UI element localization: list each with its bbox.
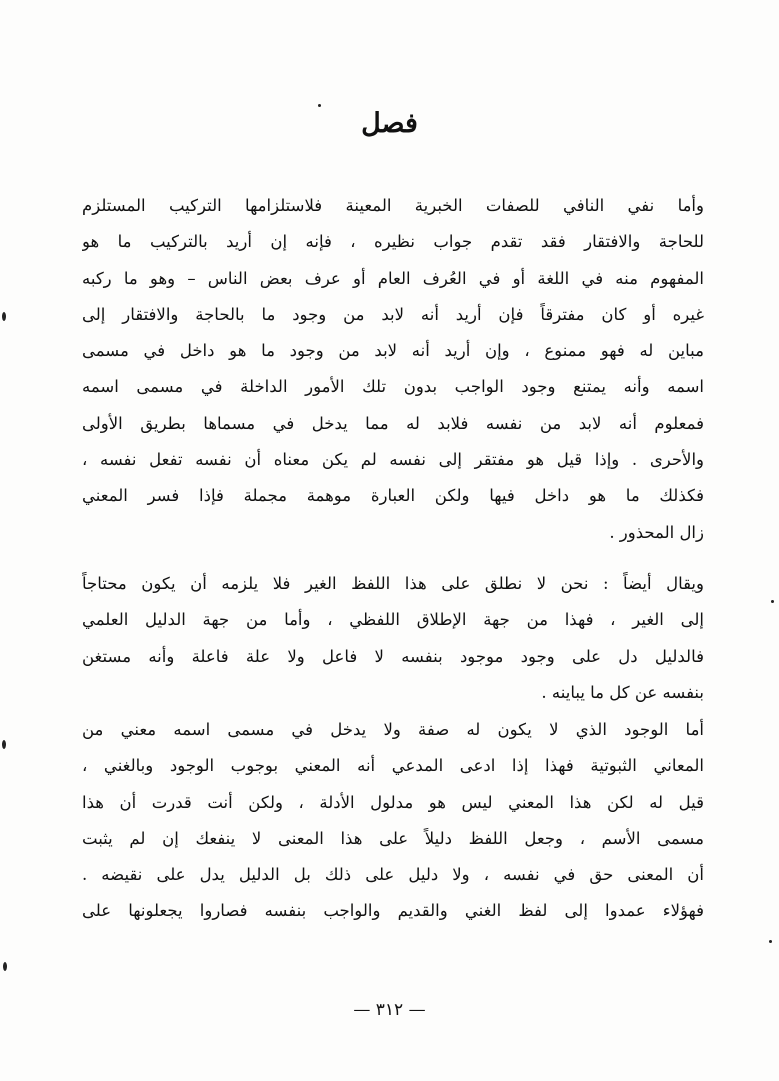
text-line: للحاجة والافتقار فقد تقدم جواب نظيره ، فإنه إن أريد بالتركيب ما هو (82, 232, 704, 252)
print-speck (2, 312, 6, 321)
page-number: — ٣١٢ — (353, 1000, 426, 1020)
paragraph-1 (82, 188, 704, 551)
text-line: فمعلوم أنه لابد من نفسه فلابد له مما يدخل في مسماها بطريق الأولى (82, 413, 704, 433)
print-speck (2, 740, 6, 749)
text-line: بنفسه عن كل ما يباينه . (541, 682, 704, 702)
text-line: فهؤلاء عمدوا إلى لفظ الغني والقديم والواجب بنفسه فصاروا يجعلونها على (82, 901, 704, 921)
section-title: فصل (361, 108, 418, 139)
text-line: مباين له فهو ممنوع ، وإن أريد أنه لابد من وجود ما هو داخل في مسمى (82, 341, 704, 361)
text-line: ويقال أيضاً : نحن لا نطلق على هذا اللفظ الغير فلا يلزمه أن يكون محتاجاً (82, 574, 704, 593)
text-line: زال المحذور . (609, 522, 704, 542)
paragraph-2 (82, 566, 704, 711)
print-speck (3, 962, 7, 971)
text-line: مسمى الأسم ، وجعل اللفظ دليلاً على هذا المعنى لا ينفعك إن لم يثبت (82, 828, 704, 848)
text-line: أما الوجود الذي لا يكون له صفة ولا يدخل في مسمى اسمه معني من (82, 720, 704, 739)
text-line: وأما نفي النافي للصفات الخبرية المعينة فلاستلزامها التركيب المستلزم (82, 196, 704, 215)
text-line: أن المعنى حق في نفسه ، ولا دليل على ذلك بل الدليل يدل على نقيضه . (82, 865, 704, 885)
text-line: المفهوم منه في اللغة أو في العُرف العام أو عرف بعض الناس – وهو ما ركبه (82, 268, 704, 288)
text-line: اسمه وأنه يمتنع وجود الواجب بدون تلك الأمور الداخلة في مسمى اسمه (82, 377, 704, 397)
text-line: والأحرى . وإذا قيل هو مفتقر إلى نفسه لم يكن معناه أن نفسه تفعل نفسه ، (82, 450, 704, 470)
text-line: فكذلك ما هو داخل فيها ولكن العبارة موهمة مجملة فإذا فسر المعني (82, 486, 704, 506)
print-speck (771, 600, 774, 603)
paragraph-3 (82, 712, 704, 930)
text-line: المعاني الثبوتية فهذا إذا ادعى المدعي أنه المعني بوجوب الوجود وبالغني ، (82, 756, 704, 776)
text-line: قيل له لكن هذا المعني ليس هو مدلول الأدلة ، ولكن أنت قدرت أن هذا (82, 792, 704, 812)
text-line: غيره أو كان مفترقاً فإن أريد أنه لابد من وجود ما بالحاجة والافتقار إلى (82, 304, 704, 324)
print-speck (318, 104, 321, 107)
print-speck (769, 940, 772, 943)
text-line: فالدليل دل على وجود موجود بنفسه لا فاعل ولا علة فاعلة وأنه مستغن (82, 646, 704, 666)
text-line: إلى الغير ، فهذا من جهة الإطلاق اللفظي ، وأما من جهة الدليل العلمي (82, 610, 704, 630)
